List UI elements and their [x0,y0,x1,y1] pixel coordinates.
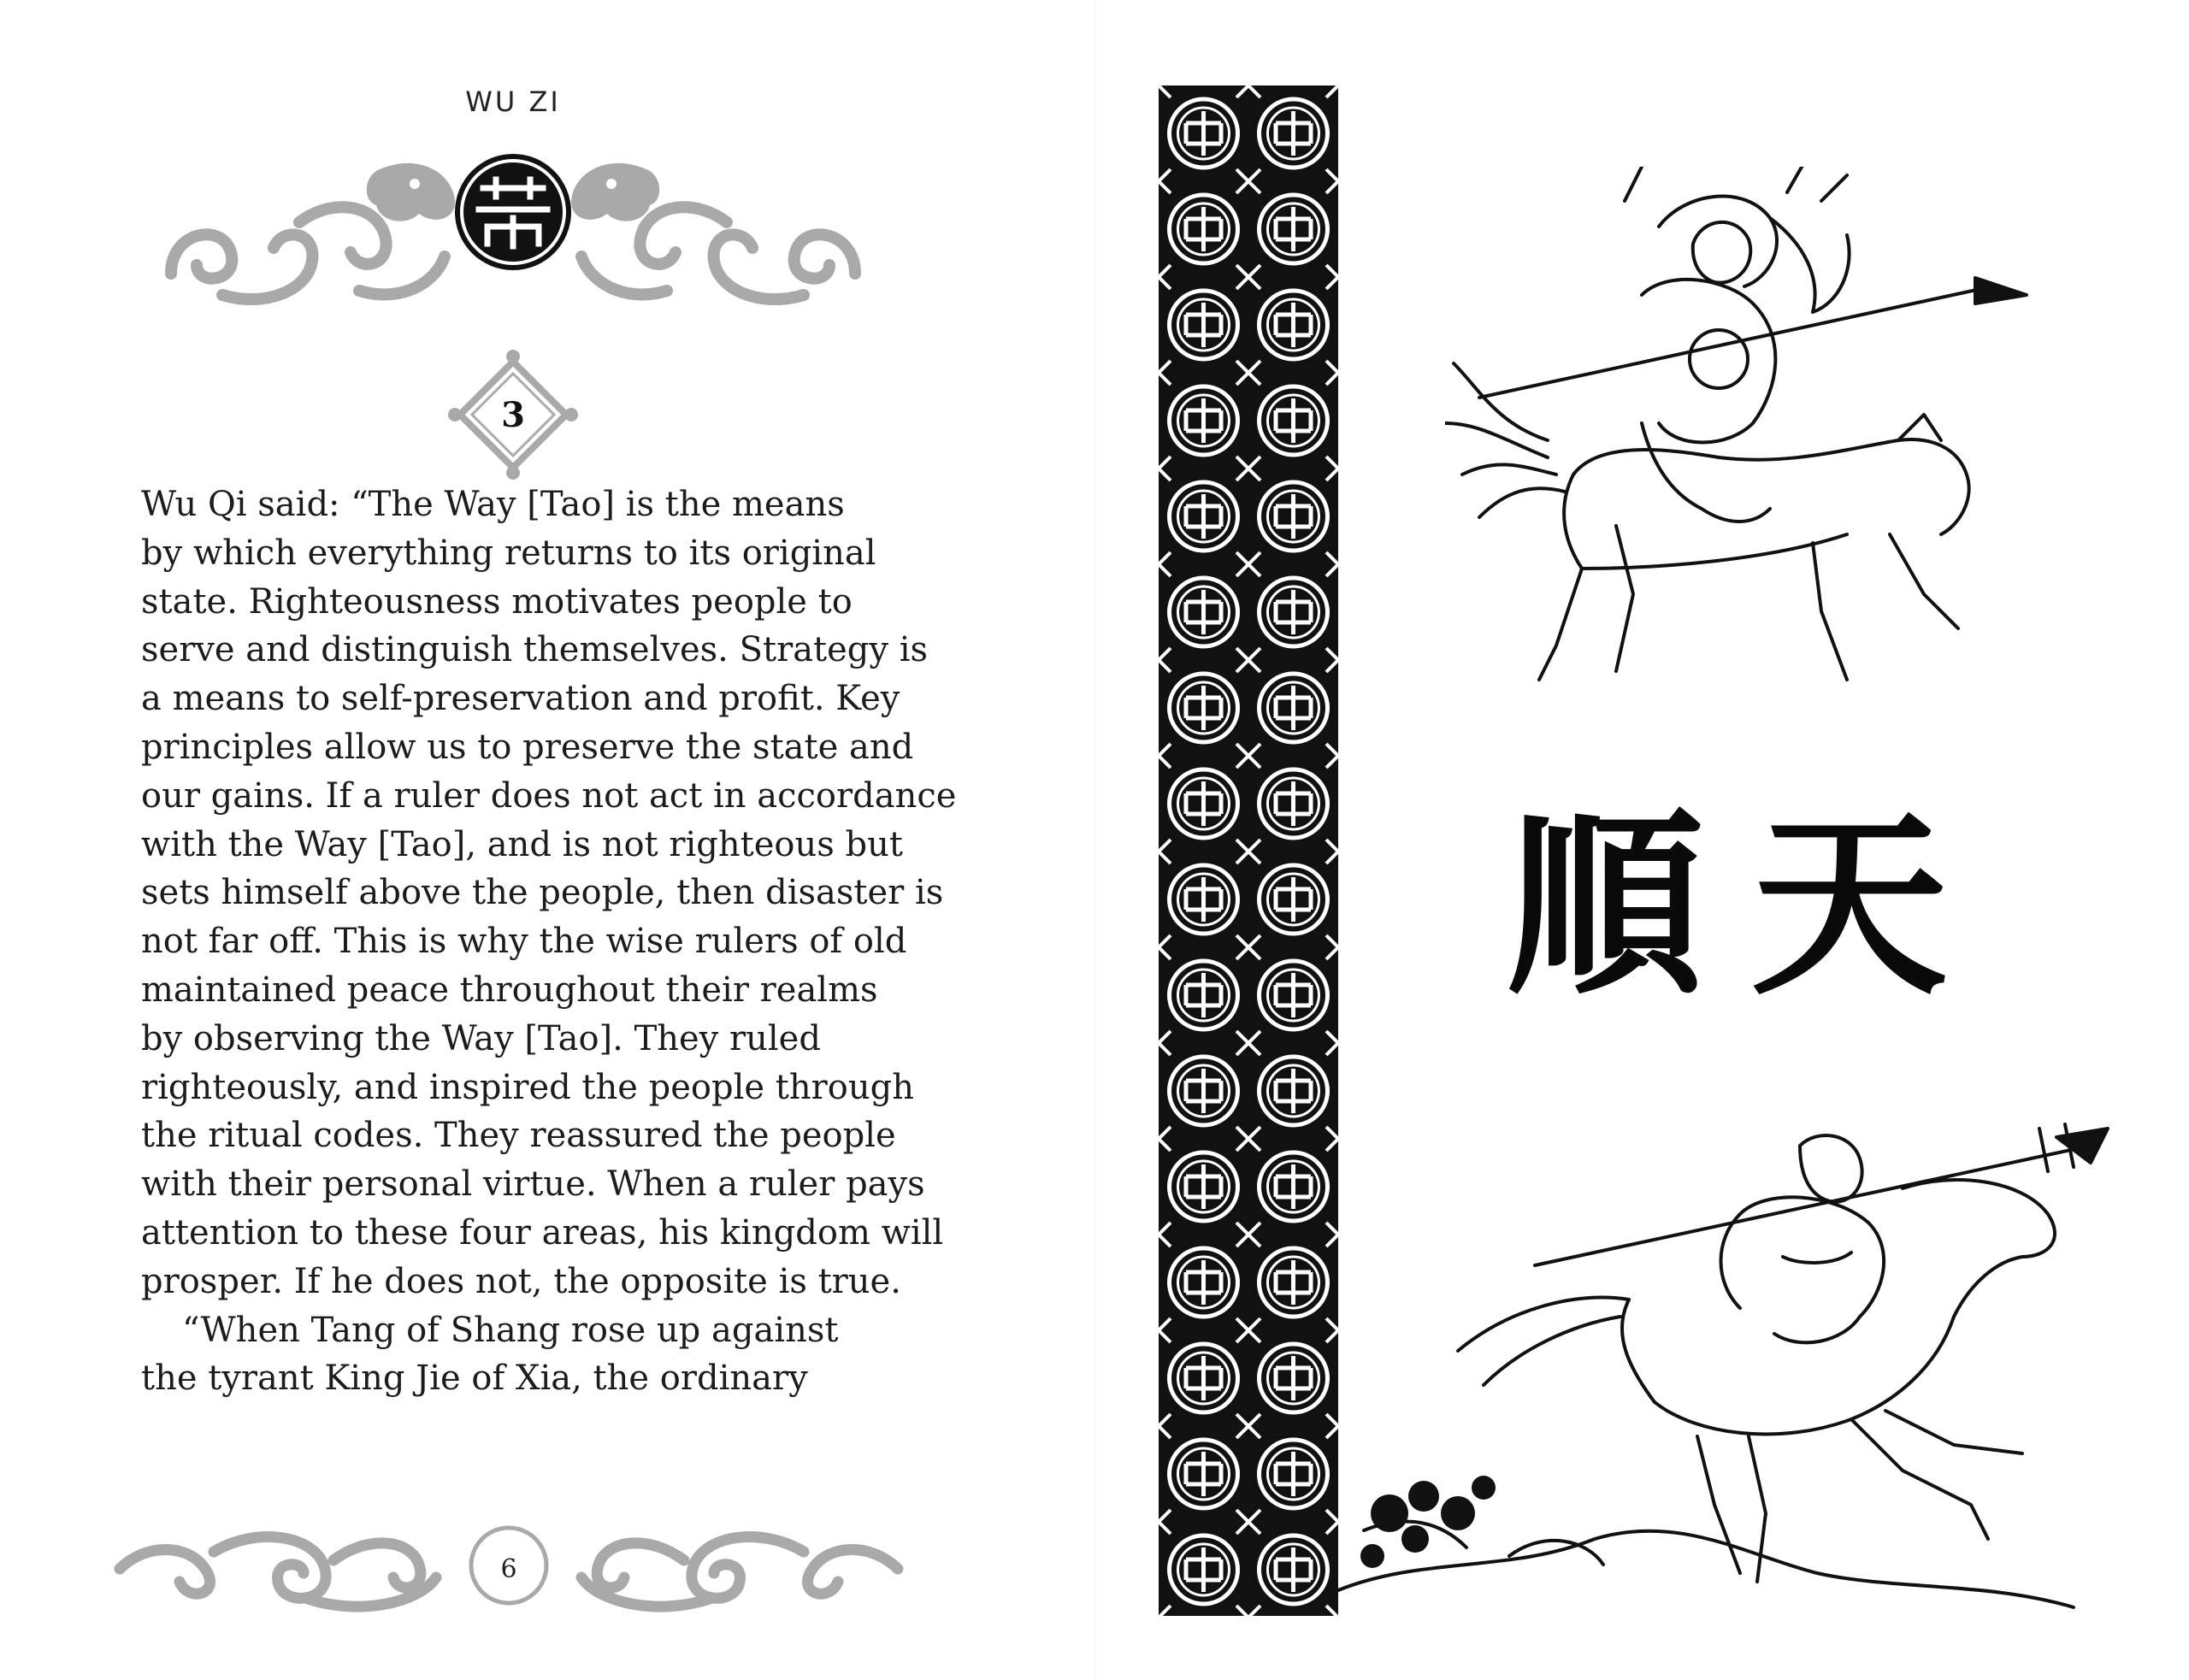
text-line: righteously, and inspired the people through [141,1067,914,1107]
text-line: sets himself above the people, then disaster is [141,873,944,913]
lattice-pattern-column [1159,85,1338,1616]
text-line: with their personal virtue. When a ruler pays [141,1164,925,1205]
text-line: principles allow us to preserve the state and [141,727,914,767]
text-line: by which everything returns to its original [141,533,876,573]
left-page [0,0,1094,1680]
text-line: state. Righteousness motivates people to [141,581,853,622]
calligraphy-char: 順 [1506,791,1703,1022]
calligraphy-char: 天 [1751,791,1949,1022]
text-line: Wu Qi said: “The Way [Tao] is the means [141,485,845,524]
shou-lattice-pattern [1159,85,1338,1616]
running-head: WU ZI [465,85,561,118]
calligraphy [1488,791,1967,1022]
text-line: attention to these four areas, his kingdom will [141,1212,944,1253]
page-gutter [1094,0,1095,1680]
text-line: not far off. This is why the wise rulers of old [141,922,907,962]
text-line: a means to self-preservation and profit. Key [141,679,900,719]
text-line: with the Way [Tao], and is not righteous but [141,824,903,864]
text-line: “When Tang of Shang rose up against [182,1310,839,1350]
text-line: the tyrant King Jie of Xia, the ordinary [141,1359,808,1399]
text-line: by observing the Way [Tao]. They ruled [141,1018,821,1058]
body-text [141,480,957,1403]
text-line: the ritual codes. They reassured the people [141,1116,896,1156]
text-line: our gains. If a ruler does not act in accordance [141,775,957,816]
twin-dragon-ornament [162,145,864,316]
shou-medallion-icon [455,154,571,270]
mounted-warrior-illustration [1445,167,2044,705]
text-line: maintained peace throughout their realms [141,970,878,1010]
charging-horseman-illustration [1338,1111,2142,1616]
chapter-number: 3 [501,394,525,435]
page-number: 6 [500,1553,517,1584]
text-line: prosper. If he does not, the opposite is true. [141,1261,901,1301]
text-line: serve and distinguish themselves. Strategy is [141,630,929,670]
